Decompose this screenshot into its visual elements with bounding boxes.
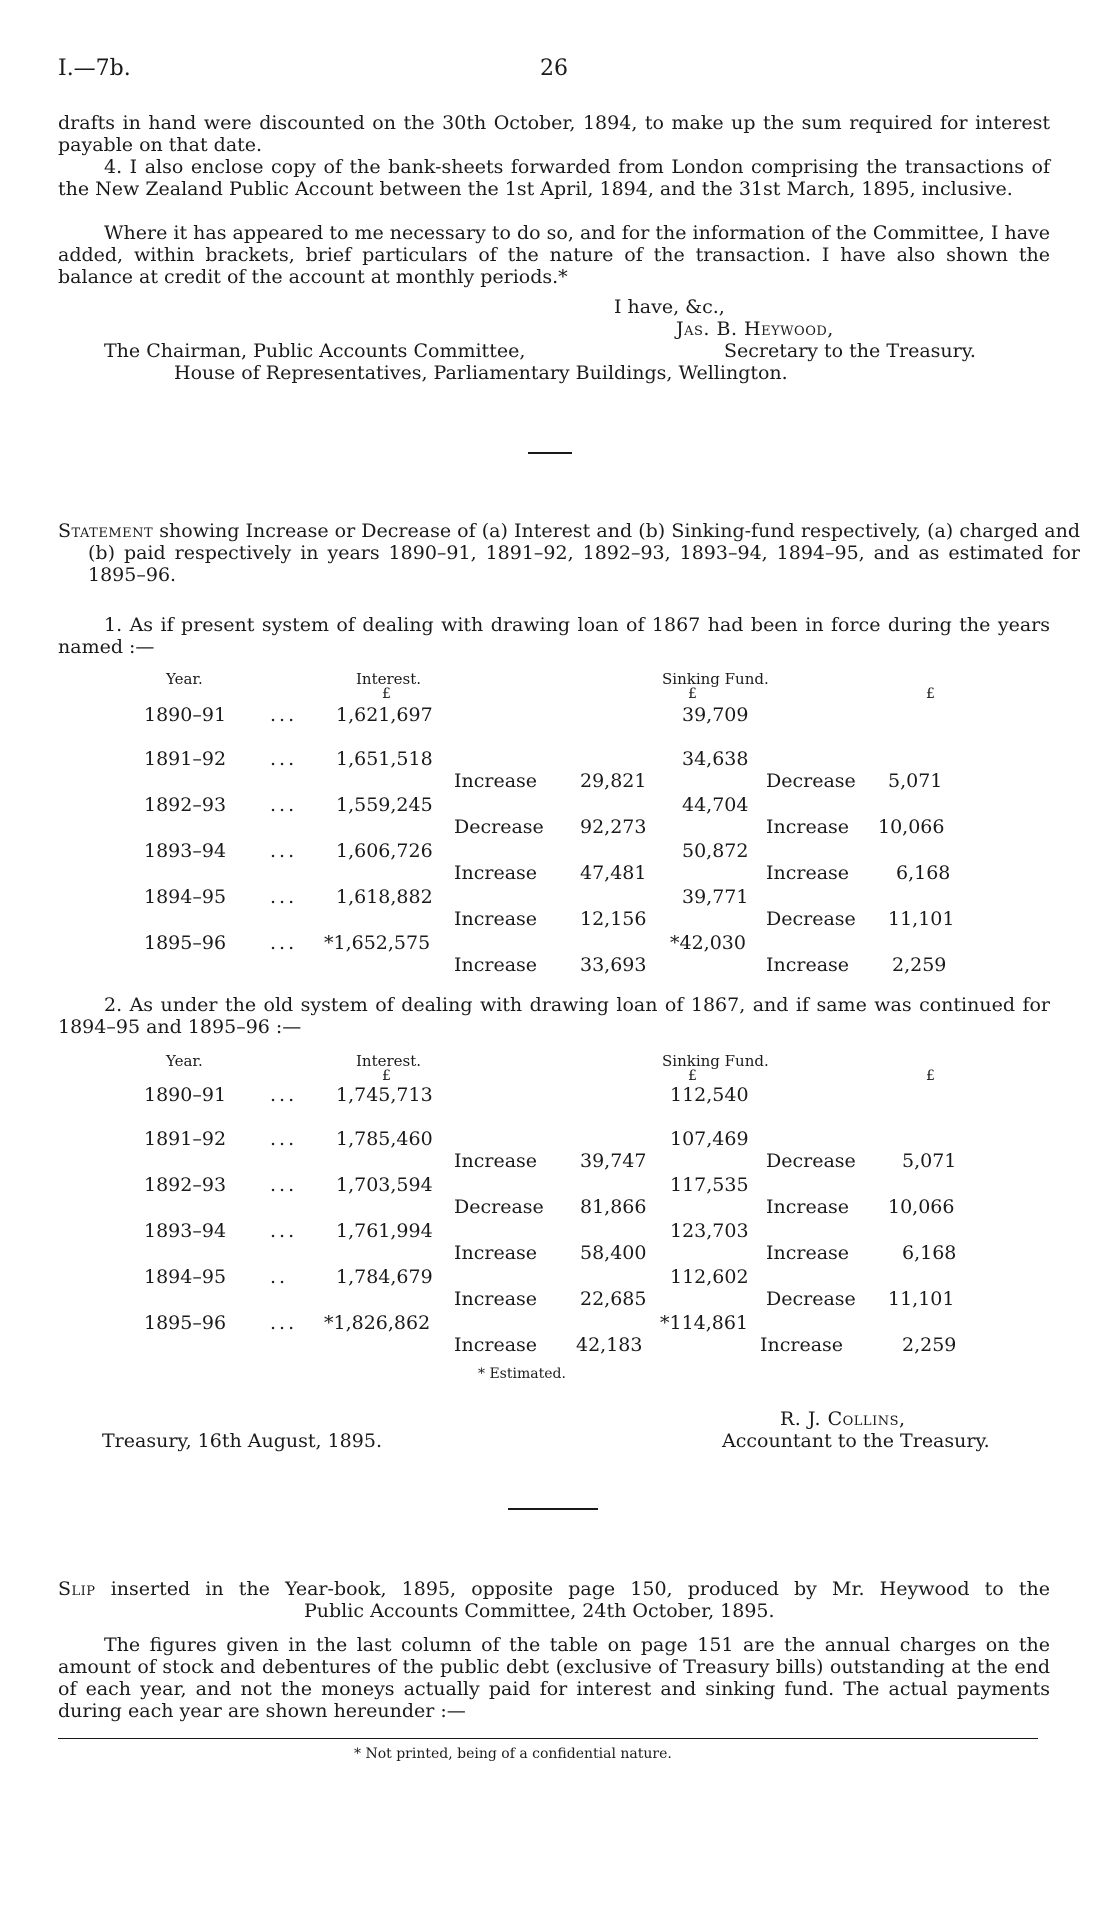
table-row-sinking-amount: 2,259 xyxy=(892,954,947,976)
table-row-interest-change: Increase xyxy=(454,1288,538,1310)
footnote: * Not printed, being of a confidential nature. xyxy=(354,1746,672,1762)
statement-lead: Statement xyxy=(58,520,154,542)
table-row-sinking: 50,872 xyxy=(682,840,749,862)
table-row-year: 1891–92 xyxy=(144,748,227,770)
table-row-interest: 1,651,518 xyxy=(336,748,433,770)
table-row-sinking-change: Increase xyxy=(760,1334,844,1356)
table-row-sinking-amount: 11,101 xyxy=(888,1288,955,1310)
table-row-sinking: 44,704 xyxy=(682,794,749,816)
table-row-sinking-change: Increase xyxy=(766,954,850,976)
table-row-sinking-change: Decrease xyxy=(766,908,856,930)
table-1-change-currency: £ xyxy=(926,686,935,702)
footnote-rule xyxy=(58,1738,1038,1739)
slip-paragraph: The figures given in the last column of the table on page 151 are the annual charges on the amount of stock and debentures of the public debt (exclusive of Treasury bills) outstanding at the end of each year, and not the moneys actually paid for interest and sinking fund. The actual payments during each year are shown hereunder :— xyxy=(58,1634,1050,1722)
table-row-sinking-change: Increase xyxy=(766,862,850,884)
table-row-interest: *1,826,862 xyxy=(324,1312,431,1334)
table-row-interest-change: Increase xyxy=(454,1242,538,1264)
leader-dots: ... xyxy=(270,840,298,862)
table-row-year: 1894–95 xyxy=(144,1266,227,1288)
table-row-year: 1892–93 xyxy=(144,1174,227,1196)
table-row-sinking-change: Increase xyxy=(766,1242,850,1264)
table-row-sinking-change: Decrease xyxy=(766,1288,856,1310)
leader-dots: .. xyxy=(270,1266,289,1288)
table-row-sinking: 107,469 xyxy=(670,1128,749,1150)
table-row-interest-change: Decrease xyxy=(454,1196,544,1218)
table-2-interest-header: Interest. xyxy=(356,1052,422,1070)
section-1-intro: 1. As if present system of dealing with drawing loan of 1867 had been in force during the years named :— xyxy=(58,614,1050,658)
table-row-interest: 1,559,245 xyxy=(336,794,433,816)
statement-signer-title: Accountant to the Treasury. xyxy=(722,1430,990,1452)
letter-signatory: Jas. B. Heywood, xyxy=(676,318,834,340)
document-reference: I.—7b. xyxy=(58,56,131,81)
table-row-interest-change: Increase xyxy=(454,770,538,792)
table-row-sinking: *42,030 xyxy=(670,932,746,954)
table-row-interest-amount: 33,693 xyxy=(580,954,647,976)
table-row-interest-change: Increase xyxy=(454,1150,538,1172)
slip-heading-text: inserted in the Year-book, 1895, opposite page 150, produced by Mr. Heywood to the xyxy=(110,1578,1051,1600)
table-row-year: 1890–91 xyxy=(144,704,227,726)
table-row-interest: 1,618,882 xyxy=(336,886,433,908)
table-2-interest-currency: £ xyxy=(382,1068,391,1084)
slip-heading-line-1 xyxy=(58,1578,1050,1600)
table-row-sinking-amount: 6,168 xyxy=(902,1242,957,1264)
table-row-sinking-change: Increase xyxy=(766,1196,850,1218)
leader-dots: ... xyxy=(270,932,298,954)
table-row-sinking: 117,535 xyxy=(670,1174,749,1196)
table-row-interest: 1,785,460 xyxy=(336,1128,433,1150)
letter-paragraph-1: drafts in hand were discounted on the 30th October, 1894, to make up the sum required for interest payable on that date. xyxy=(58,112,1050,156)
section-divider xyxy=(528,452,572,454)
table-row-interest-change: Decrease xyxy=(454,816,544,838)
table-row-sinking-amount: 11,101 xyxy=(888,908,955,930)
leader-dots: ... xyxy=(270,1128,298,1150)
table-row-interest: 1,761,994 xyxy=(336,1220,433,1242)
statement-heading-text: showing Increase or Decrease of (a) Interest and (b) Sinking-fund respectively, (a) charged and (b) paid respectively in years 1890–91, 1891–92, 1892–93, 1893–94, 1894–95, and as estimated for 1895–96. xyxy=(88,520,1080,586)
leader-dots: ... xyxy=(270,1084,298,1106)
letter-paragraph-3: Where it has appeared to me necessary to do so, and for the information of the Committee, I have added, within brackets, brief particulars of the nature of the transaction. I have also shown the balance at credit of the account at monthly periods.* xyxy=(58,222,1050,288)
letter-paragraph-2: 4. I also enclose copy of the bank-sheets forwarded from London comprising the transactions of the New Zealand Public Account between the 1st April, 1894, and the 31st March, 1895, inclusive. xyxy=(58,156,1050,200)
leader-dots: ... xyxy=(270,794,298,816)
table-row-year: 1894–95 xyxy=(144,886,227,908)
table-row-sinking-amount: 10,066 xyxy=(888,1196,955,1218)
table-row-sinking: 39,771 xyxy=(682,886,749,908)
table-row-sinking-change: Decrease xyxy=(766,770,856,792)
table-1-interest-header: Interest. xyxy=(356,670,422,688)
table-row-interest-amount: 81,866 xyxy=(580,1196,647,1218)
table-row-interest: 1,784,679 xyxy=(336,1266,433,1288)
table-1-sinking-header: Sinking Fund. xyxy=(662,670,769,688)
table-row-year: 1892–93 xyxy=(144,794,227,816)
leader-dots: ... xyxy=(270,704,298,726)
table-row-sinking-change: Increase xyxy=(766,816,850,838)
table-row-sinking: 39,709 xyxy=(682,704,749,726)
table-row-interest: *1,652,575 xyxy=(324,932,431,954)
table-row-sinking: *114,861 xyxy=(660,1312,749,1334)
table-row-interest-amount: 47,481 xyxy=(580,862,647,884)
table-row-interest-change: Increase xyxy=(454,954,538,976)
table-row-sinking-amount: 5,071 xyxy=(902,1150,957,1172)
table-row-interest-amount: 29,821 xyxy=(580,770,647,792)
letter-signatory-title: Secretary to the Treasury. xyxy=(724,340,976,362)
table-1-interest-currency: £ xyxy=(382,686,391,702)
slip-heading-line-2: Public Accounts Committee, 24th October, 1895. xyxy=(304,1600,775,1622)
table-1-sinking-currency: £ xyxy=(688,686,697,702)
table-row-year: 1893–94 xyxy=(144,1220,227,1242)
table-row-year: 1895–96 xyxy=(144,1312,227,1334)
statement-heading xyxy=(58,520,1080,586)
table-row-interest-amount: 92,273 xyxy=(580,816,647,838)
slip-lead: Slip xyxy=(58,1578,96,1600)
letter-closing: I have, &c., xyxy=(614,296,725,318)
table-row-year: 1895–96 xyxy=(144,932,227,954)
leader-dots: ... xyxy=(270,1312,298,1334)
table-row-year: 1893–94 xyxy=(144,840,227,862)
table-row-interest-amount: 58,400 xyxy=(580,1242,647,1264)
table-2-sinking-header: Sinking Fund. xyxy=(662,1052,769,1070)
table-row-sinking: 123,703 xyxy=(670,1220,749,1242)
table-row-interest: 1,745,713 xyxy=(336,1084,433,1106)
table-row-interest-change: Increase xyxy=(454,1334,538,1356)
letter-addressee: The Chairman, Public Accounts Committee, xyxy=(104,340,526,362)
letter-address: House of Representatives, Parliamentary Buildings, Wellington. xyxy=(174,362,788,384)
estimated-note: * Estimated. xyxy=(478,1366,566,1382)
table-row-interest-change: Increase xyxy=(454,908,538,930)
leader-dots: ... xyxy=(270,748,298,770)
table-2-change-currency: £ xyxy=(926,1068,935,1084)
table-row-sinking: 34,638 xyxy=(682,748,749,770)
leader-dots: ... xyxy=(270,1220,298,1242)
table-row-interest-amount: 39,747 xyxy=(580,1150,647,1172)
leader-dots: ... xyxy=(270,1174,298,1196)
table-2-sinking-currency: £ xyxy=(688,1068,697,1084)
table-row-interest-amount: 42,183 xyxy=(576,1334,643,1356)
leader-dots: ... xyxy=(270,886,298,908)
table-row-interest: 1,703,594 xyxy=(336,1174,433,1196)
table-row-sinking-amount: 6,168 xyxy=(896,862,951,884)
table-row-interest-change: Increase xyxy=(454,862,538,884)
section-divider xyxy=(508,1508,598,1510)
table-row-year: 1891–92 xyxy=(144,1128,227,1150)
table-row-interest-amount: 12,156 xyxy=(580,908,647,930)
table-row-sinking-amount: 5,071 xyxy=(888,770,943,792)
table-row-sinking-amount: 2,259 xyxy=(902,1334,957,1356)
table-row-interest-amount: 22,685 xyxy=(580,1288,647,1310)
table-row-sinking: 112,602 xyxy=(670,1266,749,1288)
table-2-year-header: Year. xyxy=(166,1052,203,1070)
table-row-sinking-amount: 10,066 xyxy=(878,816,945,838)
statement-signer: R. J. Collins, xyxy=(780,1408,906,1430)
statement-place-date: Treasury, 16th August, 1895. xyxy=(102,1430,382,1452)
page-number: 26 xyxy=(540,56,568,81)
table-row-sinking: 112,540 xyxy=(670,1084,749,1106)
table-row-interest: 1,621,697 xyxy=(336,704,433,726)
table-row-year: 1890–91 xyxy=(144,1084,227,1106)
table-row-sinking-change: Decrease xyxy=(766,1150,856,1172)
table-row-interest: 1,606,726 xyxy=(336,840,433,862)
table-1-year-header: Year. xyxy=(166,670,203,688)
section-2-intro: 2. As under the old system of dealing with drawing loan of 1867, and if same was continued for 1894–95 and 1895–96 :— xyxy=(58,994,1050,1038)
